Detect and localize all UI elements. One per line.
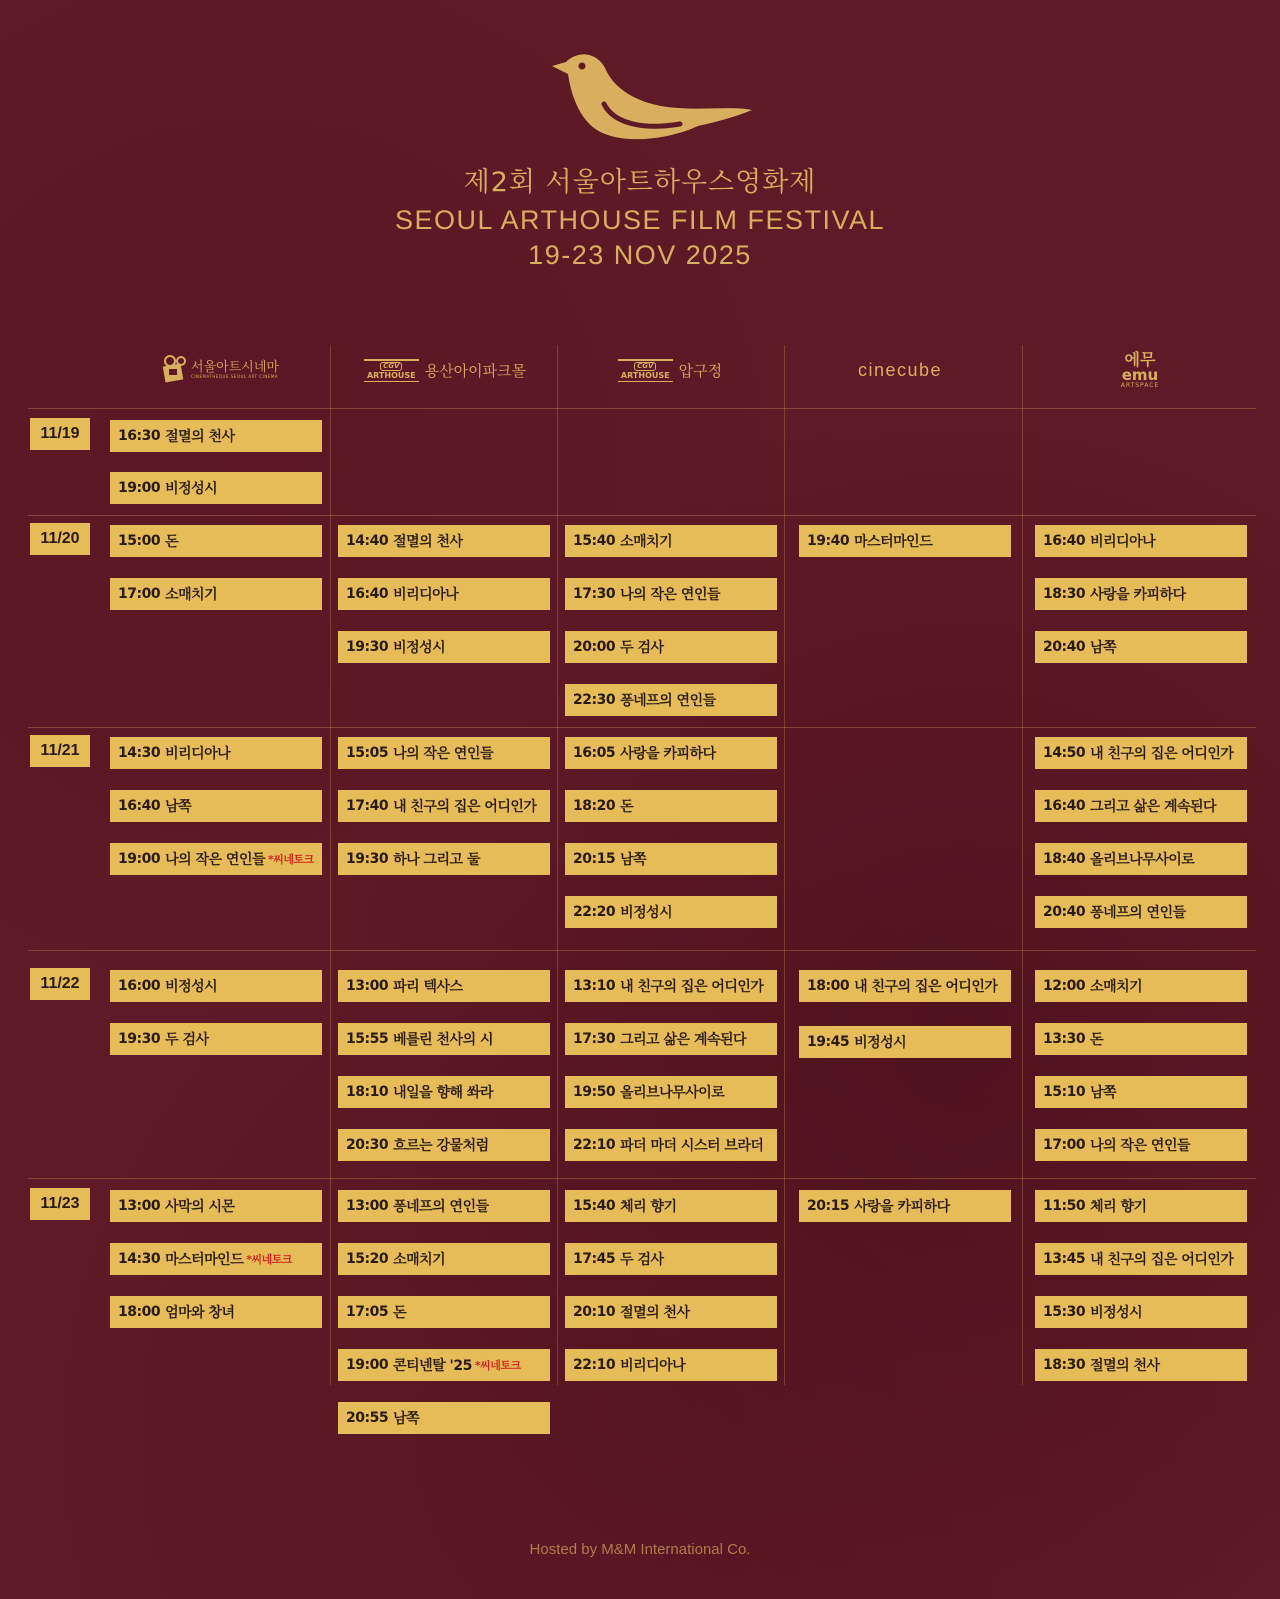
row-divider [28, 950, 1256, 951]
screening-slot [1035, 737, 1247, 769]
screening-time: 17:40 [346, 798, 389, 814]
screening-time: 20:10 [573, 1304, 616, 1320]
screening-slot [338, 578, 550, 610]
venue-name: 서울아트시네마 [191, 360, 279, 375]
venue-name: 압구정 [678, 361, 723, 380]
screening-slot [799, 1026, 1011, 1058]
screening-slot [565, 970, 777, 1002]
film-projector-icon [161, 355, 189, 385]
film-title: 올리브나무사이로 [1090, 852, 1195, 868]
screening-time: 13:00 [346, 978, 389, 994]
film-title: 파리 텍사스 [393, 979, 463, 995]
film-title: 남쪽 [393, 1411, 420, 1427]
screening-time: 13:45 [1043, 1251, 1086, 1267]
film-title: 퐁네프의 연인들 [393, 1199, 489, 1215]
screening-time: 20:40 [1043, 904, 1086, 920]
screening-slot [338, 737, 550, 769]
screening-slot [565, 684, 777, 716]
date-label: 11/23 [30, 1188, 90, 1220]
date-label: 11/19 [30, 418, 90, 450]
screening-slot [110, 472, 322, 504]
screening-time: 20:15 [807, 1198, 850, 1214]
column-divider [330, 345, 331, 1385]
screening-time: 22:30 [573, 692, 616, 708]
film-title: 돈 [393, 1305, 407, 1321]
film-title: 비리디아나 [165, 746, 231, 762]
column-divider [557, 345, 558, 1385]
cgv-arthouse-logo: CGV ARTHOUSE [364, 359, 419, 382]
screening-time: 17:45 [573, 1251, 616, 1267]
screening-slot [565, 896, 777, 928]
film-title: 돈 [1090, 1032, 1104, 1048]
emu-logo: 에무 emu ARTSPACE [1120, 349, 1160, 389]
venue-subname: CINEMATHEQUE SEOUL ART CINEMA [191, 374, 279, 379]
screening-slot [1035, 1129, 1247, 1161]
screening-time: 15:20 [346, 1251, 389, 1267]
screening-slot [338, 525, 550, 557]
screening-slot [565, 1296, 777, 1328]
film-title: 남쪽 [1090, 640, 1117, 656]
screening-time: 17:30 [573, 1031, 616, 1047]
screening-slot [338, 1243, 550, 1275]
screening-slot [1035, 1076, 1247, 1108]
cgv-arthouse-logo: CGV ARTHOUSE [618, 359, 673, 382]
screening-time: 20:00 [573, 639, 616, 655]
screening-slot [338, 1190, 550, 1222]
screening-time: 14:50 [1043, 745, 1086, 761]
screening-time: 17:30 [573, 586, 616, 602]
column-divider [784, 345, 785, 1385]
screening-slot [565, 525, 777, 557]
screening-slot [110, 525, 322, 557]
film-title: 두 검사 [620, 1252, 664, 1268]
festival-title-english: SEOUL ARTHOUSE FILM FESTIVAL [394, 205, 886, 235]
film-title: 마스터마인드 [854, 534, 933, 550]
screening-slot [799, 525, 1011, 557]
screening-slot [565, 1190, 777, 1222]
screening-slot [110, 843, 322, 875]
bird-icon [548, 48, 754, 148]
screening-time: 13:00 [118, 1198, 161, 1214]
screening-slot [565, 790, 777, 822]
screening-time: 14:30 [118, 1251, 161, 1267]
film-title: 파더 마더 시스터 브라더 [620, 1138, 764, 1154]
film-title: 나의 작은 연인들 [620, 587, 720, 603]
film-title: 비리디아나 [620, 1358, 686, 1374]
screening-time: 16:40 [118, 798, 161, 814]
footer-hosted-by: Hosted by M&M International Co. [529, 1541, 751, 1558]
screening-slot [338, 1349, 550, 1381]
screening-time: 13:00 [346, 1198, 389, 1214]
film-title: 사랑을 카피하다 [620, 746, 716, 762]
screening-time: 18:30 [1043, 586, 1086, 602]
film-title: 내 친구의 집은 어디인가 [854, 979, 998, 995]
film-title: 비정성시 [1090, 1305, 1143, 1321]
screening-time: 16:30 [118, 428, 161, 444]
cinetalk-tag: *씨네토크 [474, 1359, 521, 1372]
film-title: 비리디아나 [1090, 534, 1156, 550]
film-title: 마스터마인드 [165, 1252, 244, 1268]
screening-slot [565, 1129, 777, 1161]
screening-slot [1035, 970, 1247, 1002]
film-title: 비정성시 [393, 640, 446, 656]
film-title: 하나 그리고 둘 [393, 852, 480, 868]
screening-time: 13:30 [1043, 1031, 1086, 1047]
screening-time: 19:30 [346, 851, 389, 867]
film-title: 소매치기 [1090, 979, 1143, 995]
screening-slot [338, 631, 550, 663]
film-title: 나의 작은 연인들 [1090, 1138, 1190, 1154]
date-label: 11/22 [30, 968, 90, 1000]
screening-time: 18:10 [346, 1084, 389, 1100]
film-title: 콘티넨탈 '25 [393, 1358, 472, 1374]
film-title: 남쪽 [620, 852, 647, 868]
film-title: 두 검사 [620, 640, 664, 656]
screening-slot [1035, 578, 1247, 610]
film-title: 사막의 시몬 [165, 1199, 235, 1215]
film-title: 비정성시 [620, 905, 673, 921]
venue-name: 용산아이파크몰 [424, 361, 527, 380]
venue-cgv-yongsan [335, 350, 555, 390]
screening-slot [799, 1190, 1011, 1222]
screening-time: 14:30 [118, 745, 161, 761]
film-title: 퐁네프의 연인들 [620, 693, 716, 709]
screening-time: 15:40 [573, 1198, 616, 1214]
film-title: 돈 [620, 799, 634, 815]
screening-time: 19:00 [118, 851, 161, 867]
screening-time: 16:40 [346, 586, 389, 602]
film-title: 소매치기 [620, 534, 673, 550]
screening-slot [338, 790, 550, 822]
screening-slot [338, 1296, 550, 1328]
screening-slot [1035, 631, 1247, 663]
screening-slot [1035, 1190, 1247, 1222]
film-title: 소매치기 [165, 587, 218, 603]
film-title: 흐르는 강물처럼 [393, 1138, 489, 1154]
screening-time: 20:15 [573, 851, 616, 867]
screening-time: 22:10 [573, 1357, 616, 1373]
screening-time: 18:30 [1043, 1357, 1086, 1373]
screening-slot [110, 1243, 322, 1275]
festival-title-korean: 제2회 서울아트하우스영화제 [463, 167, 817, 198]
film-title: 남쪽 [1090, 1085, 1117, 1101]
screening-slot [110, 420, 322, 452]
screening-time: 18:20 [573, 798, 616, 814]
screening-slot [110, 1023, 322, 1055]
screening-slot [1035, 843, 1247, 875]
screening-slot [110, 1190, 322, 1222]
screening-slot [1035, 525, 1247, 557]
screening-time: 11:50 [1043, 1198, 1086, 1214]
screening-slot [799, 970, 1011, 1002]
film-title: 내일을 향해 쏴라 [393, 1085, 493, 1101]
screening-time: 16:00 [118, 978, 161, 994]
film-title: 엄마와 창녀 [165, 1305, 235, 1321]
film-title: 내 친구의 집은 어디인가 [393, 799, 537, 815]
screening-time: 19:30 [346, 639, 389, 655]
screening-time: 22:10 [573, 1137, 616, 1153]
screening-time: 17:00 [1043, 1137, 1086, 1153]
film-title: 돈 [165, 534, 179, 550]
film-title: 절멸의 천사 [393, 534, 463, 550]
screening-time: 19:30 [118, 1031, 161, 1047]
venue-seoul-art-cinema [110, 350, 330, 390]
film-title: 사랑을 카피하다 [1090, 587, 1186, 603]
film-title: 그리고 삶은 계속된다 [620, 1032, 747, 1048]
screening-slot [565, 1023, 777, 1055]
film-title: 비정성시 [165, 979, 218, 995]
screening-slot [338, 1402, 550, 1434]
film-title: 절멸의 천사 [1090, 1358, 1160, 1374]
screening-time: 15:05 [346, 745, 389, 761]
film-title: 두 검사 [165, 1032, 209, 1048]
screening-slot [338, 1023, 550, 1055]
screening-time: 19:00 [346, 1357, 389, 1373]
screening-slot [110, 790, 322, 822]
film-title: 그리고 삶은 계속된다 [1090, 799, 1217, 815]
cinetalk-tag: *씨네토크 [246, 1253, 292, 1266]
date-label: 11/21 [30, 735, 90, 767]
row-divider [28, 1178, 1256, 1179]
screening-time: 17:05 [346, 1304, 389, 1320]
film-title: 나의 작은 연인들 [393, 746, 493, 762]
screening-time: 15:10 [1043, 1084, 1086, 1100]
screening-slot [110, 578, 322, 610]
film-title: 비정성시 [165, 481, 218, 497]
screening-slot [565, 1243, 777, 1275]
film-title: 체리 향기 [620, 1199, 677, 1215]
screening-time: 20:55 [346, 1410, 389, 1426]
cinetalk-tag: *씨네토크 [268, 853, 314, 866]
row-divider [28, 408, 1256, 409]
screening-time: 19:50 [573, 1084, 616, 1100]
screening-slot [110, 737, 322, 769]
screening-time: 18:00 [118, 1304, 161, 1320]
screening-time: 20:40 [1043, 639, 1086, 655]
screening-slot [565, 737, 777, 769]
screening-time: 15:40 [573, 533, 616, 549]
venue-cinecube [785, 350, 1015, 390]
screening-slot [338, 1076, 550, 1108]
venue-cgv-apgujeong [560, 350, 780, 390]
screening-time: 15:00 [118, 533, 161, 549]
screening-slot [1035, 1296, 1247, 1328]
film-title: 비리디아나 [393, 587, 459, 603]
screening-time: 18:40 [1043, 851, 1086, 867]
film-title: 사랑을 카피하다 [854, 1199, 950, 1215]
film-title: 소매치기 [393, 1252, 446, 1268]
screening-time: 16:05 [573, 745, 616, 761]
screening-time: 20:30 [346, 1137, 389, 1153]
screening-slot [1035, 1023, 1247, 1055]
film-title: 퐁네프의 연인들 [1090, 905, 1186, 921]
screening-slot [110, 970, 322, 1002]
screening-slot [1035, 896, 1247, 928]
row-divider [28, 515, 1256, 516]
screening-slot [1035, 790, 1247, 822]
film-title: 체리 향기 [1090, 1199, 1147, 1215]
screening-slot [1035, 1349, 1247, 1381]
screening-time: 13:10 [573, 978, 616, 994]
screening-slot [565, 578, 777, 610]
film-title: 나의 작은 연인들 [165, 852, 265, 868]
film-title: 비정성시 [854, 1035, 907, 1051]
screening-time: 19:45 [807, 1034, 850, 1050]
column-divider [1022, 345, 1023, 1385]
screening-time: 15:55 [346, 1031, 389, 1047]
film-title: 내 친구의 집은 어디인가 [620, 979, 764, 995]
film-title: 남쪽 [165, 799, 192, 815]
screening-slot [1035, 1243, 1247, 1275]
screening-slot [338, 1129, 550, 1161]
film-title: 내 친구의 집은 어디인가 [1090, 746, 1234, 762]
row-divider [28, 727, 1256, 728]
screening-slot [565, 631, 777, 663]
film-title: 올리브나무사이로 [620, 1085, 725, 1101]
screening-time: 18:00 [807, 978, 850, 994]
screening-slot [110, 1296, 322, 1328]
screening-time: 12:00 [1043, 978, 1086, 994]
screening-time: 17:00 [118, 586, 161, 602]
screening-time: 15:30 [1043, 1304, 1086, 1320]
screening-time: 14:40 [346, 533, 389, 549]
venue-emu-artspace [1020, 350, 1260, 390]
screening-time: 22:20 [573, 904, 616, 920]
screening-slot [338, 970, 550, 1002]
screening-slot [338, 843, 550, 875]
screening-time: 19:40 [807, 533, 850, 549]
venue-name: cinecube [857, 359, 943, 380]
screening-slot [565, 843, 777, 875]
film-title: 절멸의 천사 [165, 429, 235, 445]
festival-dates: 19-23 NOV 2025 [528, 240, 752, 270]
screening-time: 16:40 [1043, 798, 1086, 814]
screening-slot [565, 1349, 777, 1381]
screening-time: 16:40 [1043, 533, 1086, 549]
film-title: 내 친구의 집은 어디인가 [1090, 1252, 1234, 1268]
screening-slot [565, 1076, 777, 1108]
film-title: 베를린 천사의 시 [393, 1032, 493, 1048]
film-title: 절멸의 천사 [620, 1305, 690, 1321]
screening-time: 19:00 [118, 480, 161, 496]
date-label: 11/20 [30, 523, 90, 555]
